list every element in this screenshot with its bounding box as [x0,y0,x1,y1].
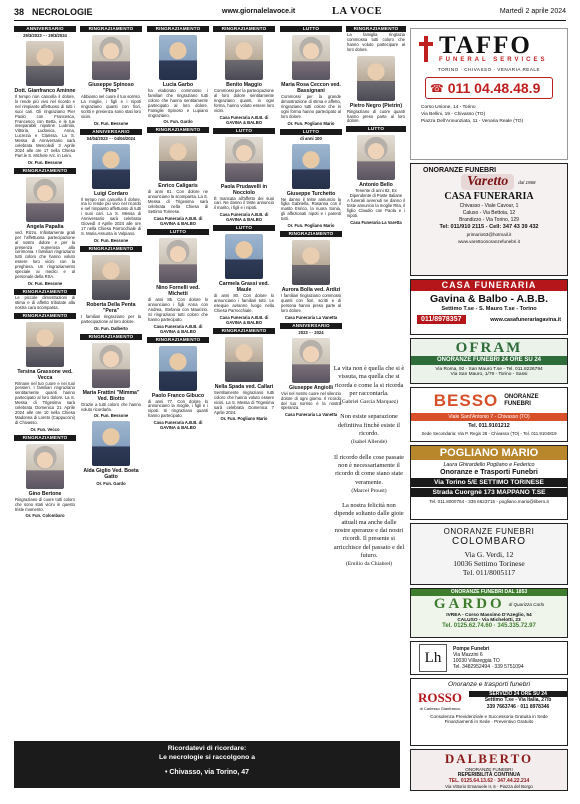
deceased-name: Aurora Bolla ved. Ardizi [281,287,341,294]
gardo-address-2: CALUSO - Via Michelotti, 23 [457,618,521,623]
notice-dates: di anni 100 [300,135,322,141]
rosso-hours: SERVIZIO 24 ORE SU 24 [469,691,567,698]
dalberto-hours: REPERIBILITÀ CONTINUA [457,772,521,778]
portrait-photo [225,137,263,182]
portrait-photo [292,240,330,285]
deceased-name: Roberta Della Penta "Pera" [86,301,136,314]
quote-4: La nostra felicità non dipende soltanto dalle gioie attuali ma anche dalle nostre speranze e dai nostri ricordi. Il presente si arricchisce del passato e del futuro. [333,502,405,559]
notice-text: Sentitamente ringraziano tutti coloro che hanno voluto essere vicini. La S. Messa di Trigesima sarà celebrata Domenica 7 Aprile 2024. [214,389,274,415]
obituary-notice [14,313,76,432]
newspaper-logo: LA VOCE [332,6,383,17]
taffo-address-3: Piazza Dell'Annunziata, 11 - Venaria Reale (TO) [421,119,524,124]
notice-type: RINGRAZIAMENTO [346,26,406,32]
website-link[interactable]: www.giornalelavoce.it [222,8,296,15]
deceased-name: Maria Frattini "Mimma" Ved. Biotto [82,389,140,402]
notice-type: RINGRAZIAMENTO [80,334,142,340]
lh-sub: Pompe Funebri [453,646,490,652]
notice-type: ANNIVERSARIO [80,129,142,135]
obituary-notice [14,435,76,519]
notice-text: Grazie a tutti coloro che hanno voluto ricordarla. [81,401,141,412]
obituary-notice [213,26,275,125]
funeral-home-signature: Casa Funeraria La Vanetta [284,412,338,418]
notice-dates: 04/04/2023 ··· 04/04/2024 [86,135,136,141]
funeral-home-signature: Casa Funeraria A.B.B. di GAVINA & BALBO [153,420,203,431]
banner-line-2: Le necrologie si raccolgono a [159,754,255,761]
funeral-home-signature: Or. Fun. Dalberto [94,325,128,331]
notice-type: RINGRAZIAMENTO [14,435,76,441]
obituary-notice [80,129,142,243]
notice-text: Ringraziano di cuore tutti coloro che sono stati vicini in questo triste momento. [15,496,75,512]
portrait-photo [159,136,197,181]
portrait-photo [225,35,263,80]
deceased-name: Giuseppe Turchetto [286,190,336,197]
notice-text: di anni 80. Con dolore lo annunciano i familiari tutti. Le esequie avranno luogo nella Chiesa Parrocchiale. [214,293,274,313]
deceased-name: Giuseppe Angiolli [289,384,333,391]
rosso-financing: Finanziamenti in Sede · Preventivo Gratuito [444,719,534,724]
deceased-name: Tersina Grassone ved. Vecca [17,368,73,381]
deceased-name: Nino Fornelli ved. Michetti [156,284,200,297]
funeral-home-signature: Or. Fun. Bessone [93,413,129,419]
notice-text: ved. Rizzo. Infinitamente grati per l'affettuosa partecipazione al nostro dolore e per la presenza numerosa alla cerimonia. I familiari ringraziano tutti coloro che hanno voluto essere loro vicini con la preghiera. Un ringraziamento speciale ai medici e al personale della RSA. [15,229,75,279]
ofram-sub: ONORANZE FUNEBRI 24 ORE SU 24 [411,356,567,365]
notice-type: RINGRAZIAMENTO [147,26,209,32]
deceased-name: Gino Bertone [28,490,62,497]
portrait-photo [292,338,330,383]
obituary-notice [147,229,209,334]
portrait-photo [92,343,130,388]
pogliano-service: Onoranze e Trasporti Funebri [440,469,538,476]
obituary-notice [213,328,275,422]
taffo-cross-icon [419,36,433,62]
banner-line-1: Ricordatevi di ricordare: [167,745,247,752]
funeral-home-signature: Or. Fun. Bessone [93,237,129,243]
notice-text: Rimane nel tuo cuore e nei tuoi pensieri. I familiari ringraziano sentitamente quanti hanno partecipato al loro dolore. La S. Messa di Trigesima sarà celebrata Domenica 21 Aprile 2024 alle ore 10 nella Chiesa Madonna di Loreto (Cappuccini) di Chivasso. [15,380,75,425]
gavina-website[interactable]: www.casafunerariagavina.it [490,316,561,323]
phone-icon: ☎ [430,82,444,95]
gavina-title: CASA FUNERARIA [411,280,567,291]
colombaro-address: Via G. Verdi, 12 [464,550,514,559]
varetto-address-3: Brandizzo - Via Torino, 129 [459,217,519,223]
column-2 [80,26,142,738]
dalberto-name: DALBERTO [444,751,534,766]
rosso-phone[interactable]: 339 7663746 · 011 8978346 [486,703,550,710]
notice-text: Ringraziano di cuore quanti hanno preso parte al loro dolore. [347,108,405,124]
besso-phone[interactable]: Tel. 011.9101212 [468,423,510,429]
funeral-home-signature: Or. Fun. Bessone [27,280,63,286]
notice-text: I familiari ringraziano commossi quanti con fiori, scritti e di persona hanno preso parte al loro dolore. [281,293,341,313]
funeral-home-signature: Or. Fun. Pogliano Mario [220,416,268,422]
funeral-home-signature: Casa Funeraria La Vanetta [284,314,338,320]
notice-text: Commossi per la grande dimostrazione di stima e affetto, ringraziano tutti coloro che in ogni forma hanno partecipato al loro dolore. [281,94,341,119]
lh-address: Via Mazzini 6 [453,652,483,658]
obituary-notice [213,128,275,223]
notice-type: RINGRAZIAMENTO [14,168,76,174]
portrait-photo [92,421,130,466]
taffo-address-2: Via Bellini, 19 - Chivasso (TO) [421,112,486,117]
varetto-email[interactable]: primario63@hotmail.it [466,232,512,237]
deceased-name: Nella Spada ved. Callari [214,383,274,390]
deceased-name: Carmela Grassi ved. Maule [219,281,269,294]
varetto-address-2: Caluso - Via Bettoia, 12 [462,210,516,216]
besso-address: Viale Sant'Antonio 7 - Chivasso (TO) [411,413,567,421]
notice-text: di anni 77. Con dolore lo annunciano la moglie, i figli e i nipoti. Si ringraziano quanti hanno partecipato. [148,398,208,419]
rosso-name: ROSSO [417,690,463,705]
deceased-name: Alda Giglio Ved. Boeta Gatto [83,468,139,481]
ofram-address-1: Via Roma, 92 - San Mauro T.se - Tel. 011.8226794 [435,367,543,372]
portrait-photo [26,41,64,86]
portrait-photo [292,144,330,189]
deceased-name: Paola Prudavelli in Nocciolo [220,183,268,196]
taffo-address-1: Corso Unione, 14 - Torino [421,105,476,110]
rosso-consulting: Consulenza Previdenziale e Successoria Gratuita in Sede [430,714,548,719]
notice-text: I familiari ringraziano per la partecipazione al loro dolore. [81,313,141,324]
notice-type: LUTTO [280,26,342,32]
lh-city: 10030 Villareggia TO [453,658,500,664]
varetto-address-1: Chivasso - Viale Cavour, 1 [459,203,519,209]
funeral-home-signature: Casa Funeraria A.B.B. di GAVINA & BALBO [219,114,269,125]
taffo-name: TAFFO [439,32,532,59]
portrait-photo [225,234,263,279]
taffo-cities: TORINO · CHIVASSO · VENARIA REALE [437,67,541,72]
taffo-phone[interactable]: 011 04.48.48.9 [447,80,541,96]
varetto-top: ONORANZE FUNEBRI [423,167,497,174]
notice-text: Le piccole dimostrazioni di stima e di affetto tributate alla nostra cara scomparsa. [15,294,75,310]
ad-besso[interactable] [410,387,568,442]
ofram-name: OFRAM [455,340,523,356]
page-number: 38 [14,7,25,17]
portrait-photo [159,238,197,283]
notice-type: LUTTO [213,225,275,231]
dalberto-phone[interactable]: TEL. 0125.64.13.62 · 347.44.22.214 [448,778,530,784]
pogliano-address-1: Via Torino 5/E SETTIMO TORINESE [411,478,567,487]
dalberto-sub: ONORANZE FUNEBRI [465,767,513,772]
ad-rosso[interactable] [410,678,568,746]
varetto-website[interactable]: www.varettoonoranzefunebri.it [458,239,520,244]
notice-text: Il tempo non cancella il dolore, lo rende più vivo nel ricordo e nel rimpianto affettuoso di tutti i suoi cari. Gli ringraziano Pier Paolo con Francesca, Francesco con Betta, e le tue inseparabili nipotine Ludmila, Vittoria, Ludovica, Anna, Lucrezia e Clarissa. La S. Messa di Anniversario sarà celebrata Mercoledì 3 Aprile 2024 alle ore 17 nella Chiesa Parr.le S. Michele Arc. in Leini. [15,94,75,158]
notice-type: RINGRAZIAMENTO [147,337,209,343]
deceased-name: Paolo Franco Gibuco [151,392,205,399]
ad-ofram[interactable] [410,338,568,384]
notice-text: A funerali avvenuti ne danno il triste annuncio la moglie Rita, il figlio Claudio con Paola e i nipoti. [347,198,405,219]
deceased-name: Enrico Caligaris [158,183,198,190]
obituary-notice [14,289,76,311]
funeral-home-signature: Casa Funeraria A.B.B. di GAVINA & BALBO [153,215,203,226]
column-3 [147,26,209,738]
obituary-notice [147,26,209,124]
obituary-notice [346,56,406,125]
quote-2-author: (Isabel Allende) [351,439,387,446]
gardo-address-1: IVREA - Corso Massimo D'Azeglio, 54 [446,613,532,618]
lh-logo: Lh [419,644,447,672]
rosso-sub: di Carlesso Gianfranco [419,706,461,711]
banner-address: • Chivasso, via Torino, 47 [164,769,249,776]
gardo-sub: di Quarizza Carlo [508,602,545,607]
ad-gavina-balbo[interactable] [410,279,568,335]
pogliano-sub: Laura Ghirardello Pogliano e Federico [443,462,535,468]
quote-3-author: (Marcel Proust) [351,487,387,494]
gardo-name: GARDO [433,596,505,612]
varetto-logo: Varetto [461,174,514,190]
rosso-address: Settimo T.se - Via Italia, 27/b [484,697,552,704]
quote-2: Non esiste separazione definitiva finchè esiste il ricordo. [337,413,401,438]
ad-colombaro[interactable] [410,523,568,585]
column-4 [213,26,275,738]
funeral-home-signature: Casa Funeraria A.B.B. di GAVINA & BALBO [153,323,203,334]
colombaro-city: 10036 Settimo Torinese [453,559,525,568]
funeral-home-signature: Or. Fun. Pogliano Mario [287,223,335,229]
column-1 [14,26,76,738]
notice-type: RINGRAZIAMENTO [14,289,76,295]
colombaro-name: COLOMBARO [451,536,526,547]
deceased-name: Pietro Negro (Pietrin) [349,102,403,109]
obituary-notice [147,127,209,226]
quote-3: Il ricordo delle cose passate non è necessariamente il ricordo di come siano state veramente. [334,453,404,486]
page-header [14,5,566,21]
gavina-phone[interactable]: 011/8978357 [417,315,466,324]
portrait-photo [92,144,130,189]
notice-type: RINGRAZIAMENTO [14,313,76,319]
portrait-photo [26,177,64,222]
besso-secondary: Sede Secondaria: Via P. Regis 28 - Chivasso (TO) - Tel. 011.9104819 [421,431,557,436]
notice-text: Ne danno il triste annuncio la figlia Gabriella, Rosanna con il marito Enrico, la nuora Sonia, gli affezionati nipoti e i parenti tutti. [281,196,341,222]
obituary-notice [147,337,209,431]
obituary-notice [80,334,142,419]
obituary-notice [280,231,342,320]
quotes-block [333,365,405,576]
portrait-photo [159,346,197,391]
obituary-notice [213,225,275,325]
dalberto-address: Via Vittorio Emanuele II, 6 · Piazza del Borgo [445,784,533,789]
gavina-cities: Settimo T.se - S. Mauro T.se - Torino [441,306,537,312]
notice-type: RINGRAZIAMENTO [80,26,142,32]
funeral-home-signature: Casa Funeraria La Varetta [350,219,402,225]
notice-text: ha elaborato commosso i familiari che ringraziano tutti coloro che hanno sentitamente partecipato al loro dolore. Famiglie Spinoso e Lupiano ringraziano. [148,88,208,118]
gardo-phone[interactable]: Tel. 0125.62.74.60 · 345.335.72.97 [442,623,536,629]
portrait-photo [26,322,64,367]
notice-type: ANNIVERSARIO [14,26,76,32]
ad-gardo[interactable] [410,588,568,638]
portrait-photo [92,35,130,80]
notice-type: LUTTO [147,229,209,235]
notice-text: Commossi per la partecipazione al loro dolore sentitamente ringraziano quanti, in ogni forma, hanno voluto essere loro vicini. [214,88,274,113]
notice-dates: 2023 ··· 2024 [298,329,324,335]
funeral-home-signature: Or. Fun. Colombaro [25,513,65,519]
varetto-title: CASA FUNERARIA [444,191,534,202]
deceased-name: Angela Papalia [26,223,64,230]
besso-sub: ONORANZE FUNEBRI [504,394,539,407]
ofram-address-2: Via San Mauro, 1/79 - Torino - Sassi [450,372,528,377]
ad-varetto[interactable] [410,163,568,276]
quote-4-author: (Emilio da Chiabrel) [345,561,393,568]
funeral-home-signature: Or. Fun. Bessone [27,159,63,165]
notice-type: RINGRAZIAMENTO [280,231,342,237]
deceased-name: Luigi Cordaro [93,190,128,197]
notice-text: Vivi nel nostro cuore nel silenzio dolore di ogni giorno. Il ricordo del tuo sorriso è la nostra speranza. [281,390,341,411]
deceased-name: Benito Maggio [226,82,262,88]
funeral-home-signature: Or. Fun. Gardo [163,119,193,125]
notice-text: di anni 81. Con dolore ne annunciano la scomparsa. La S. Messa di Trigesima sarà celebrata nella Chiesa di Settimo Torinese. [148,189,208,215]
pogliano-name: POGLIANO MARIO [411,446,567,460]
ad-taffo[interactable] [410,28,568,160]
colombaro-phone[interactable]: Tel. 011/8005117 [462,568,516,577]
varetto-phone[interactable]: Tel: 011/910 2115 - Cell: 347 43 39 432 [439,224,539,230]
obituary-notice [14,26,76,165]
deceased-name: Dott. Gianfranco Aminne [14,88,76,94]
colombaro-top: ONORANZE FUNEBRI [443,527,535,536]
notice-text: È mancata all'affetto dei suoi cari. Ne danno il triste annuncio il marito, i figli e i nipoti. [214,195,274,211]
besso-name: BESSO [433,391,499,410]
notice-text: Il tempo non cancella il dolore, ma lo rende più vivo nel ricordo e nel rimpianto affettuoso di tutti i suoi cari. La S. Messa di Anniversario sarà celebrata Giovedì 4 Aprile 2024 alle ore 17 nella Chiesa Parrocchiale di S. Maria Assunta in Volpiano. [81,196,141,236]
funeral-home-signature: Or. Fun. Bessone [93,120,129,126]
notice-type: LUTTO [346,126,406,132]
notice-text: Abbiamo nel cuore il tuo sorriso. La moglie, i figli e i nipoti ringraziano quanti con fiori, scritti e presenza sono stati loro vicini. [81,94,141,119]
funeral-home-signature: Or. Fun. Pogliano Mario [287,120,335,126]
quote-1-author: (Gabriel García Marquez) [339,399,399,406]
notice-dates: 29/3/2023 ··· 29/3/2024 [23,33,67,38]
portrait-photo [357,56,395,101]
gardo-top: ONORANZE FUNEBRI DAL 1853 [411,589,567,596]
notice-type: RINGRAZIAMENTO [147,127,209,133]
issue-date: Martedì 2 aprile 2024 [499,8,566,15]
ad-lh[interactable] [410,641,568,675]
pogliano-address-2: Strada Cuorgnè 173 MAPPANO T.SE [411,488,567,497]
deceased-name: Antonio Bello [359,182,393,189]
obituary-notice [80,246,142,331]
obituary-notice [80,421,142,486]
column-6 [346,26,406,358]
ad-pogliano[interactable] [410,445,568,520]
obituary-notice [14,168,76,286]
notice-type: RINGRAZIAMENTO [213,26,275,32]
funeral-home-signature: Or. Fun. Vecco [30,426,60,432]
pogliano-phone[interactable]: Tel. 011.8000754 - 335 6623715 - pogliano.mario@libero.it [429,499,549,504]
quote-1: La vita non è quella che si è vissuta, ma quella che si ricorda e come la si ricorda per raccontarla. [333,365,405,397]
portrait-photo [159,35,197,80]
lh-phone[interactable]: Tel. 3482952494 · 339 5751094 [453,664,524,670]
funeral-home-signature: Casa Funeraria A.B.B. di GAVINA & BALBO [219,314,269,325]
deceased-name: Giuseppe Spinoso "Pino" [88,82,134,94]
obituary-notice [280,129,342,229]
notice-type: LUTTO [280,129,342,135]
portrait-photo [92,255,130,300]
obituary-notice [346,126,406,225]
notice-type: RINGRAZIAMENTO [213,328,275,334]
funeral-home-signature: Or. Fun. Gardo [96,481,126,487]
varetto-since: dal 1968 [518,179,536,185]
taffo-sub: FUNERAL SERVICES [439,57,548,63]
notice-type: RINGRAZIAMENTO [80,246,142,252]
portrait-photo [26,444,64,489]
portrait-photo [225,337,263,382]
obituary-notice [346,26,406,53]
obituary-notice [80,26,142,126]
funeral-home-signature: Casa Funeraria A.B.B. di GAVINA & BALBO [219,212,269,223]
notice-type: ANNIVERSARIO [280,323,342,329]
notice-type: LUTTO [213,128,275,134]
bottom-banner [14,741,400,788]
deceased-name: Maria Rosa Ceccon ved. Bassignani [281,82,341,94]
notice-text: La famiglia ringrazia commossa tutti coloro che hanno voluto partecipare al loro dolore. [347,32,405,52]
deceased-name: Lucia Garbo [162,82,194,88]
obituary-notice [280,26,342,126]
section-title: NECROLOGIE [32,7,93,17]
ad-dalberto[interactable] [410,749,568,791]
gavina-name: Gavina & Balbo - A.B.B. [429,293,549,305]
rosso-top: Onoranze e trasporti funebri [447,681,531,688]
deceased-details: Tenente di anni 82, Ex Dipendente di Poste Italiane [349,188,403,199]
portrait-photo [357,135,395,180]
notice-text: di anni 85. Con dolore lo annunciano i figli Anna con Andrea, Stefania con Maurizio. Si ringraziano tutti coloro che hanno partecipato. [148,296,208,322]
portrait-photo [292,35,330,80]
